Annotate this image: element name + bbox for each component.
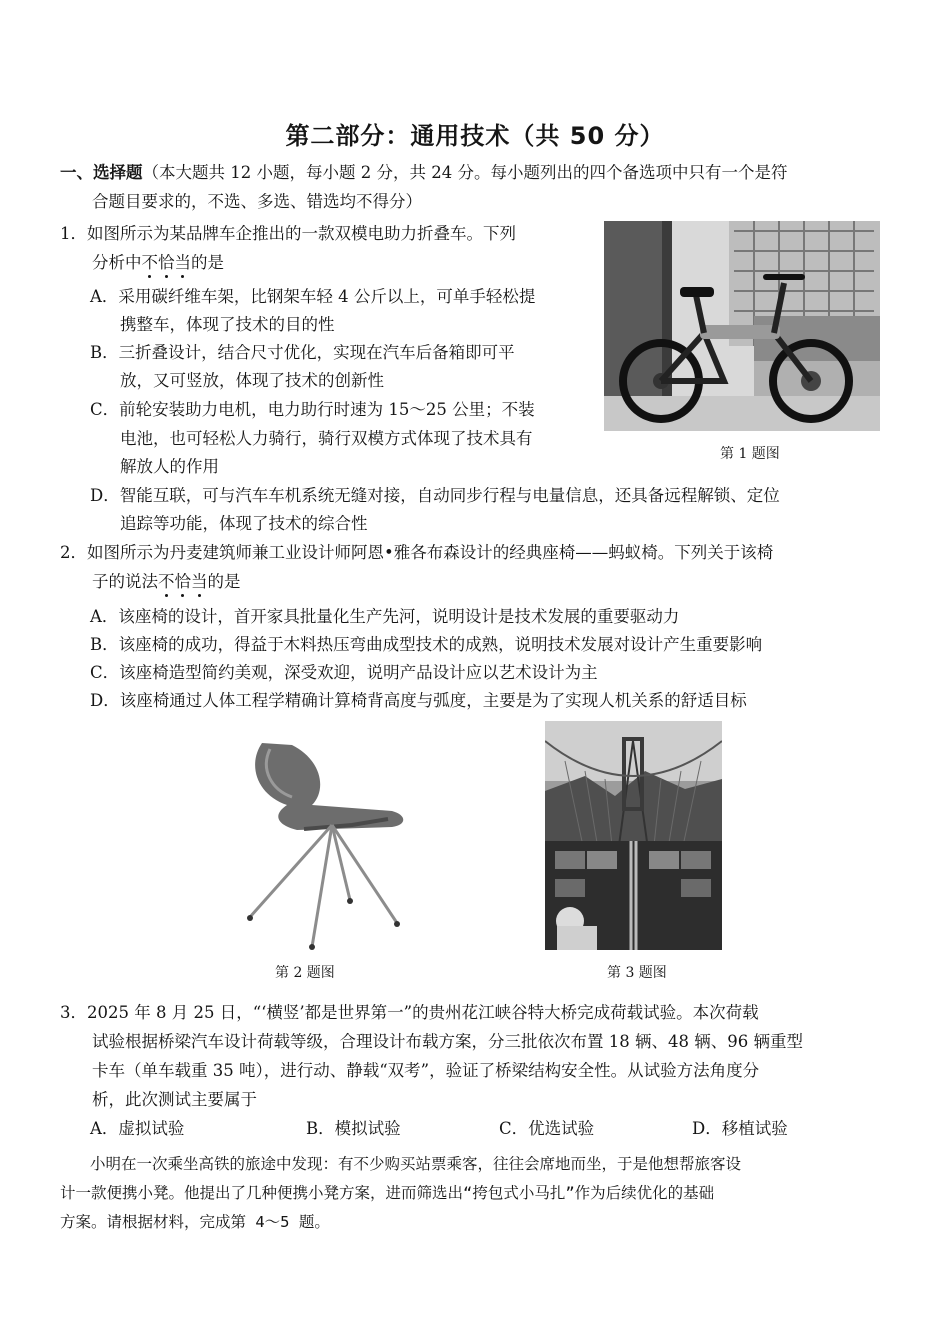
q3-option-d: D．移植试验 (692, 1119, 788, 1138)
q3-stem-3: 卡车（单车载重 35 吨），进行动、静载“双考”，验证了桥梁结构安全性。从试验方法角度分 (92, 1061, 760, 1080)
q1-stem-2 (92, 252, 224, 274)
q1-option-a-2: 携整车，体现了技术的目的性 (120, 315, 335, 334)
q2-option-a: A．该座椅的设计，首开家具批量化生产先河，说明设计是技术发展的重要驱动力 (90, 607, 680, 626)
q3-stem-4: 析，此次测试主要属于 (92, 1090, 257, 1109)
ant-chair-photo (232, 735, 422, 950)
q3-stem-1: 3．2025 年 8 月 25 日，“‘横竖’都是世界第一”的贵州花江峡谷特大桥完成荷载试验。本次荷载 (60, 1003, 759, 1022)
emphasis-char: 当 (174, 253, 191, 272)
ebike-photo (604, 221, 880, 431)
q3-option-c: C．优选试验 (499, 1119, 595, 1138)
q3-option-a: A．虚拟试验 (90, 1119, 185, 1138)
emphasis-char: 不 (141, 253, 158, 272)
emphasis-char: 恰 (158, 253, 175, 272)
q2-figure-caption: 第 2 题图 (275, 965, 335, 981)
section-heading-line (60, 162, 787, 184)
section-desc-2: 合题目要求的，不选、多选、错选均不得分） (92, 192, 422, 211)
q1-figure-caption: 第 1 题图 (720, 446, 780, 462)
q1-option-d-2: 追踪等功能，体现了技术的综合性 (120, 514, 368, 533)
q1-stem-post: 的是 (191, 253, 224, 272)
emphasis-char: 不 (158, 572, 175, 591)
q3-stem-2: 试验根据桥梁汽车设计荷载等级，合理设计布载方案，分三批依次布置 18 辆、48 辆、96 辆重型 (92, 1032, 803, 1051)
emphasis-char: 当 (191, 572, 208, 591)
section-heading: 一、选择题 (60, 163, 143, 182)
q1-stem-pre: 分析中 (92, 253, 142, 272)
q1-option-c-1: C．前轮安装助力电机，电力助行时速为 15～25 公里；不装 (90, 400, 535, 419)
q1-option-b-2: 放，又可竖放，体现了技术的创新性 (120, 371, 384, 390)
q2-option-d: D．该座椅通过人体工程学精确计算椅背高度与弧度，主要是为了实现人机关系的舒适目标 (90, 691, 747, 710)
q2-stem-emph (158, 572, 208, 591)
q2-figure-chair (232, 735, 422, 950)
material-line-2: 计一款便携小凳。他提出了几种便携小凳方案，进而筛选出“挎包式小马扎”作为后续优化的基础 (60, 1184, 715, 1202)
q1-option-c-3: 解放人的作用 (120, 457, 219, 476)
page-title: 第二部分：通用技术（共 50 分） (285, 122, 665, 150)
q3-figure-caption: 第 3 题图 (607, 965, 667, 981)
q2-stem-2 (92, 571, 241, 593)
q1-option-d-1: D．智能互联，可与汽车车机系统无缝对接，自动同步行程与电量信息，还具备远程解锁、定位 (90, 486, 780, 505)
q3-option-b: B．模拟试验 (306, 1119, 401, 1138)
q1-option-c-2: 电池，也可轻松人力骑行，骑行双模方式体现了技术具有 (120, 429, 533, 448)
emphasis-char: 恰 (174, 572, 191, 591)
q1-figure-ebike (604, 221, 880, 431)
q1-stem-emph (142, 253, 192, 272)
q1-stem-1: 1．如图所示为某品牌车企推出的一款双模电助力折叠车。下列 (60, 224, 516, 243)
material-line-1: 小明在一次乘坐高铁的旅途中发现：有不少购买站票乘客，往往会席地而坐，于是他想帮旅客设 (90, 1155, 742, 1173)
material-line-3: 方案。请根据材料，完成第 4～5 题。 (60, 1213, 330, 1231)
section-desc-1: （本大题共 12 小题，每小题 2 分，共 24 分。每小题列出的四个备选项中只有一个是符 (142, 163, 788, 182)
bridge-photo (545, 721, 722, 950)
q1-option-b-1: B．三折叠设计，结合尺寸优化，实现在汽车后备箱即可平 (90, 343, 515, 362)
q3-figure-bridge (545, 721, 722, 950)
q2-stem-1: 2．如图所示为丹麦建筑师兼工业设计师阿恩•雅各布森设计的经典座椅——蚂蚁椅。下列关于该椅 (60, 543, 774, 562)
q2-option-b: B．该座椅的成功，得益于木料热压弯曲成型技术的成熟，说明技术发展对设计产生重要影响 (90, 635, 763, 654)
q2-stem-pre: 子的说法 (92, 572, 158, 591)
q1-option-a-1: A．采用碳纤维车架，比钢架车轻 4 公斤以上，可单手轻松提 (90, 287, 536, 306)
q2-option-c: C．该座椅造型简约美观，深受欢迎，说明产品设计应以艺术设计为主 (90, 663, 598, 682)
q2-stem-post: 的是 (207, 572, 241, 591)
